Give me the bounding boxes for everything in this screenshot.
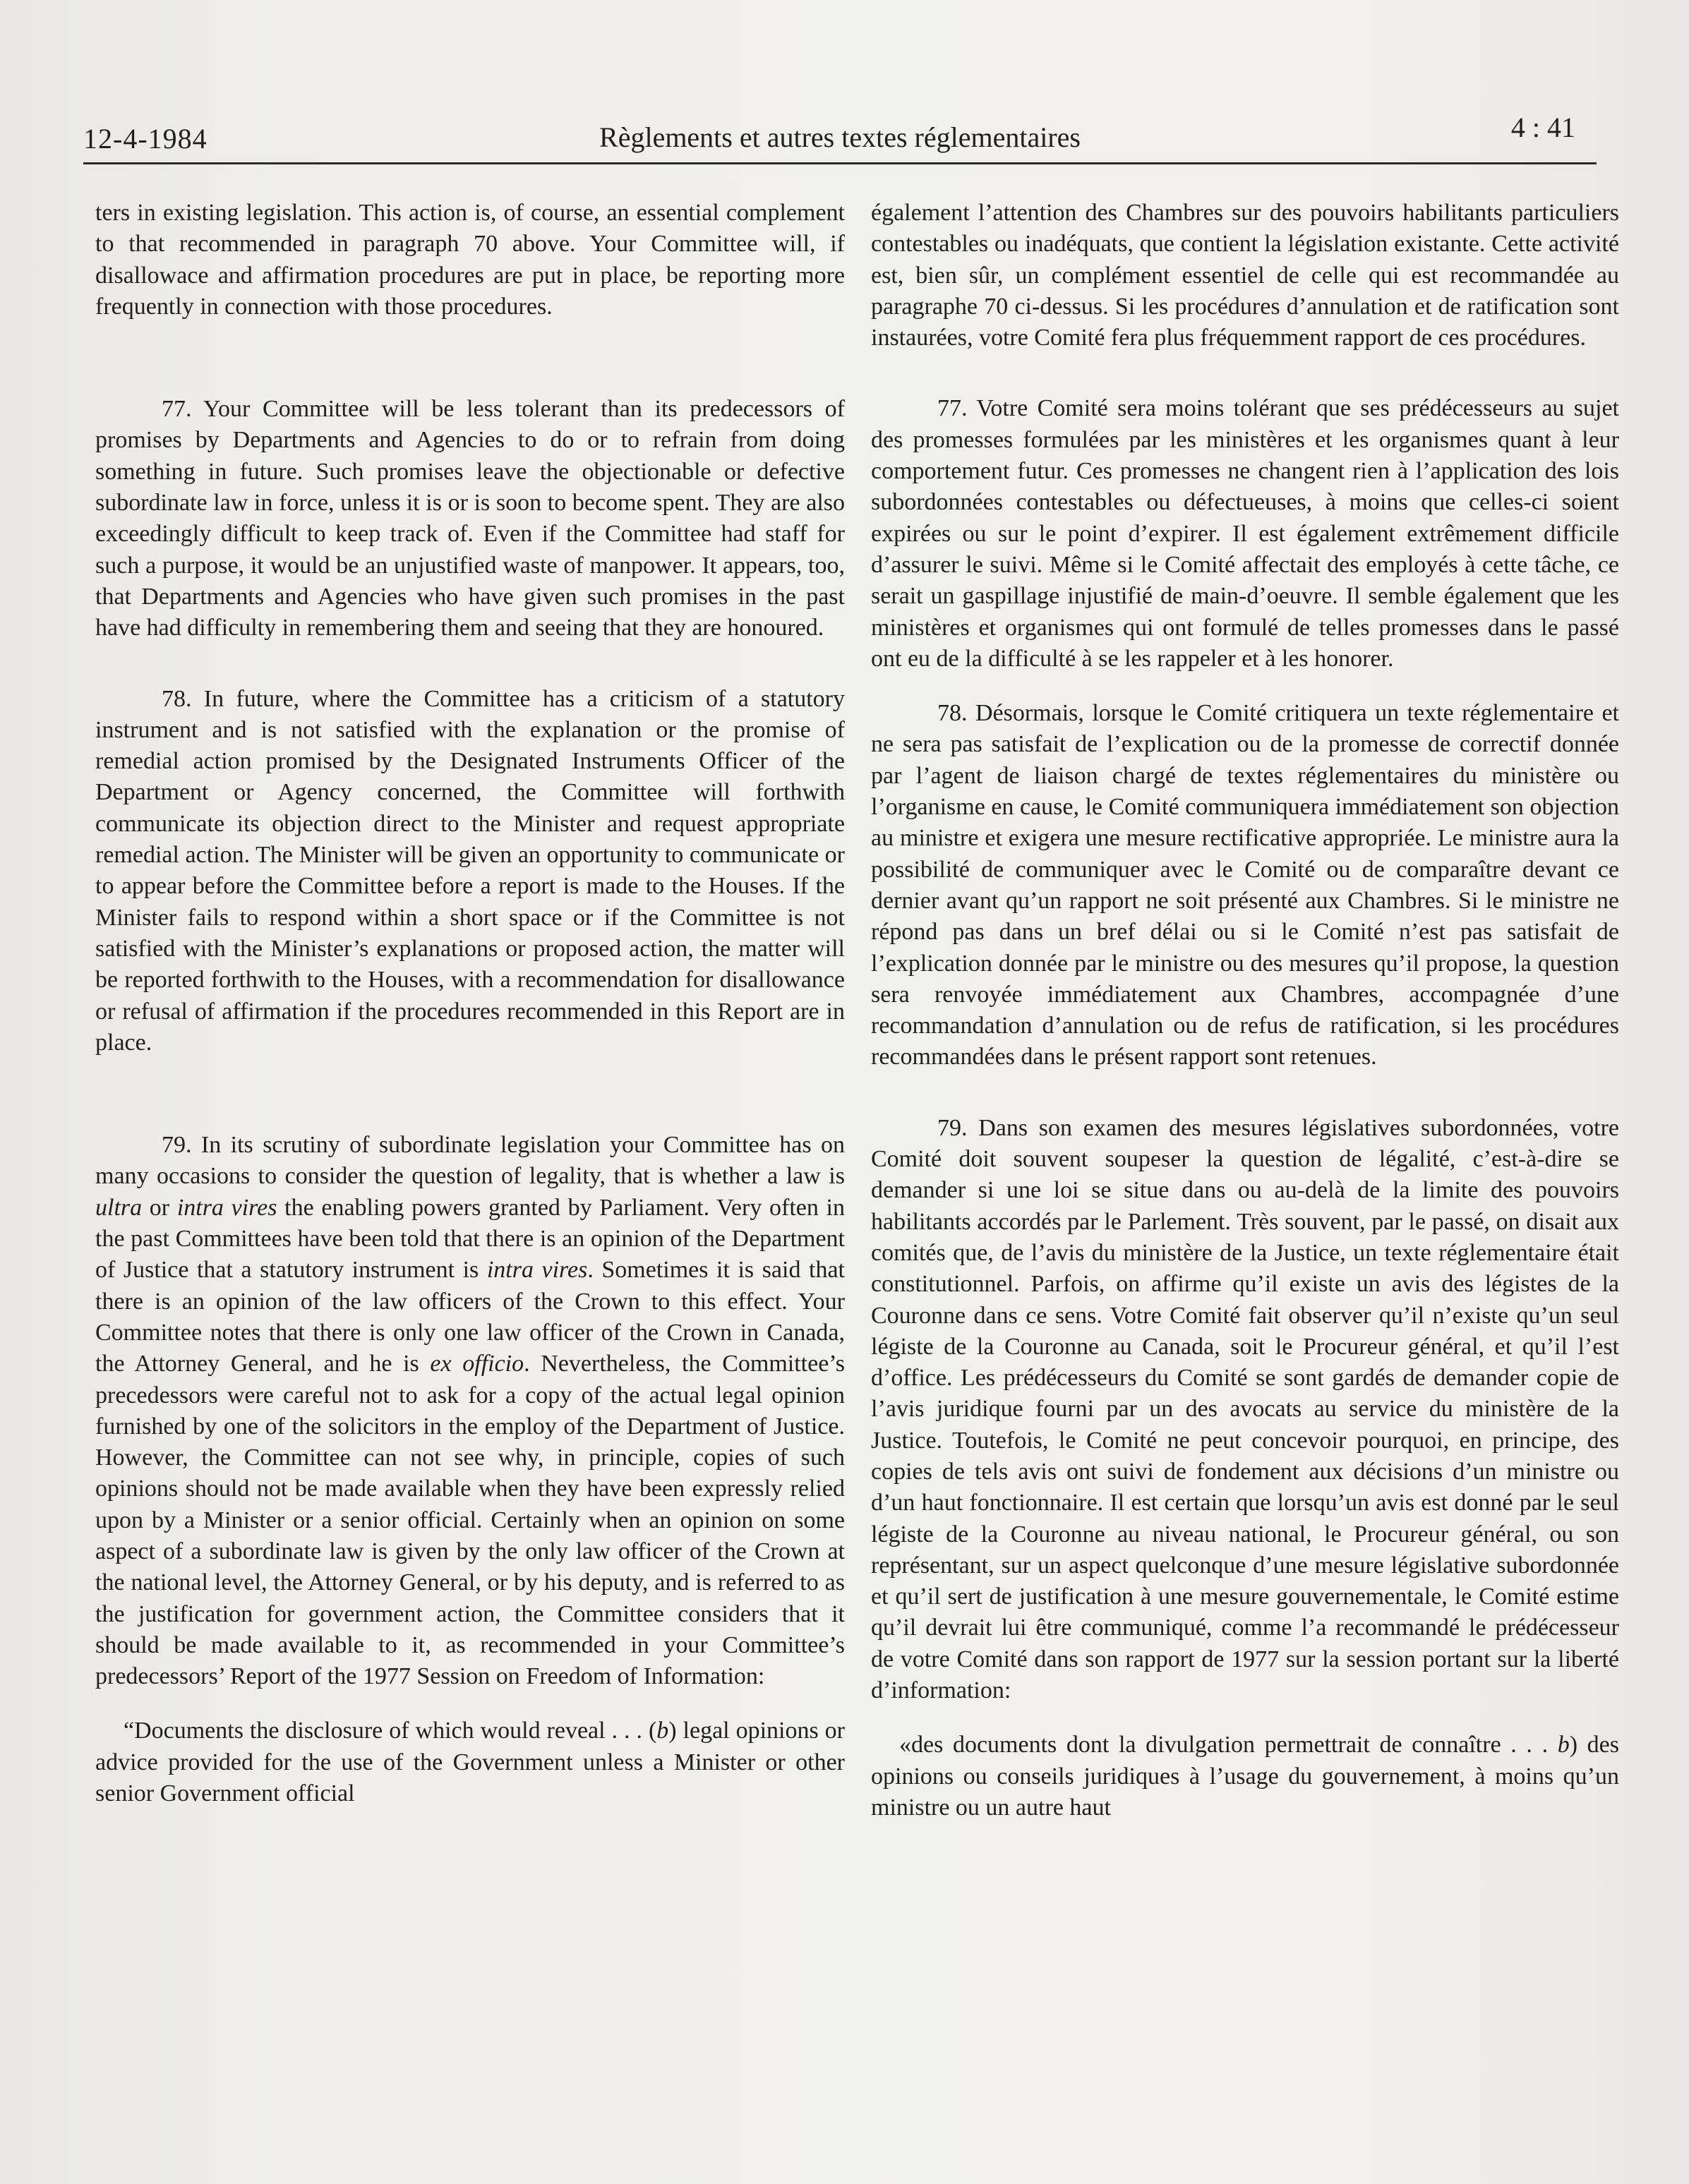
french-paragraph-continued: également l’attention des Chambres sur des pouvoirs habilitants particuliers contestables ou inadéquats, que contient la législation existante. Cette activité est, bien sûr, un complément essentiel de celle qui est recommandée au paragraphe 70 ci-dessus. Si les procédures d’annulation et de ratification sont instaurées, votre Comité fera plus fréquemment rapport de ces procédures. bbox=[871, 200, 1619, 351]
french-quotation: «des documents dont la divulgation permettrait de connaître . . . b) des opinions ou conseils juridiques à l’usage du gouvernement, à moins qu’un ministre ou un autre haut bbox=[871, 1732, 1619, 1821]
french-paragraph-79: 79. Dans son examen des mesures législatives subordonnées, votre Comité doit souvent soupeser la question de légalité, c’est-à-dire se demander si une loi se situe dans ou au-delà de la limite des pouvoirs habilitants accordés par le Parlement. Très souvent, par le passé, on disait aux comités que, de l’avis du ministère de la Justice, un texte réglementaire était constitutionnel. Parfois, on affirme qu’il existe un avis des légistes de la Couronne dans ce sens. Votre Comité fait observer qu’il n’existe qu’un seul légiste de la Couronne au Canada, soit le Procureur général, et qu’il l’est d’office. Les prédécesseurs du Comité se sont gardés de demander copie de l’avis juridique fourni par un des avocats au service du ministère de la Justice. Toutefois, le Comité ne peut concevoir pourquoi, en principe, des copies de tels avis ont suivi de fondement aux décisions d’un ministre ou d’un haut fonctionnaire. Il est certain que lorsqu’un avis est donné par le seul légiste de la Couronne au niveau national, le Procureur général, ou son représentant, sur un aspect quelconque d’une mesure législative subordonnée et qu’il sert de justification à une mesure gouvernementale, le Comité estime qu’il devrait lui être communiqué, comme l’a recommandé le prédécesseur de votre Comité dans son rapport de 1977 sur la session portant sur la liberté d’information: bbox=[871, 1114, 1619, 1704]
french-paragraph-78: 78. Désormais, lorsque le Comité critiquera un texte réglementaire et ne sera pas satisfait de l’explication ou de la promesse de correctif donnée par l’agent de liaison chargé de textes réglementaires du ministère ou l’organisme en cause, le Comité communiquera immédiatement son objection au ministre et exigera une mesure rectificative appropriée. Le ministre aura la possibilité de communiquer avec le Comité ou de comparaître devant ce dernier avant qu’un rapport ne soit présenté aux Chambres. Si le ministre ne répond pas dans un bref délai ou si le Comité n’est pas satisfait de l’explication donnée par le ministre ou des mesures qu’il propose, la question sera renvoyée immédiatement aux Chambres, accompagnée d’une recommandation d’annulation ou de refus de ratification, si les procédures recommandées dans le présent rapport sont retenues. bbox=[871, 700, 1619, 1070]
header-title: Règlements et autres textes réglementaires bbox=[599, 121, 1081, 153]
english-column bbox=[95, 198, 845, 1809]
english-paragraph-continued: ters in existing legislation. This action is, of course, an essential complement to that recommended in paragraph 70 above. Your Committee will, if disallowace and affirmation procedures are put in place, be reporting more frequently in connection with those procedures. bbox=[95, 200, 845, 320]
english-paragraph-77: 77. Your Committee will be less tolerant than its predecessors of promises by Departments and Agencies to do or to refrain from doing something in future. Such promises leave the objectionable or defective subordinate law in force, unless it is or is soon to become spent. They are also exceedingly difficult to keep track of. Even if the Committee had staff for such a purpose, it would be an unjustified waste of manpower. It appears, too, that Departments and Agencies who have given such promises in the past have had difficulty in remembering them and seeing that they are honoured. bbox=[95, 396, 845, 641]
french-paragraph-77: 77. Votre Comité sera moins tolérant que ses prédécesseurs au sujet des promesses formulées par les ministères et les organismes quant à leur comportement futur. Ces promesses ne changent rien à l’application des lois subordonnées contestables ou défectueuses, à moins que celles-ci soient expirées ou sur le point d’expirer. Il est également extrêmement difficile d’assurer le suivi. Même si le Comité affectait des employés à cette tâche, ce serait un gaspillage injustifié de main-d’oeuvre. Il semble également que les ministères et organismes qui ont formulé de telles promesses dans le passé ont eu de la difficulté à se les rappeler et à les honorer. bbox=[871, 395, 1619, 672]
french-column bbox=[871, 198, 1619, 1823]
running-header bbox=[83, 113, 1597, 164]
english-paragraph-78: 78. In future, where the Committee has a criticism of a statutory instrument and is not satisfied with the explanation or the promise of remedial action promised by the Designated Instruments Officer of the Department or Agency concerned, the Committee will forthwith communicate its objection direct to the Minister and request appropriate remedial action. The Minister will be given an opportunity to communicate or to appear before the Committee before a report is made to the Houses. If the Minister fails to respond within a short space or if the Committee is not satisfied with the Minister’s explanations or proposed action, the matter will be reported forthwith to the Houses, with a recommendation for disallowance or refusal of affirmation if the procedures recommended in this Report are in place. bbox=[95, 685, 845, 1056]
header-page-number: 4 : 41 bbox=[1510, 111, 1575, 143]
header-date: 12-4-1984 bbox=[83, 123, 208, 155]
english-paragraph-79: 79. In its scrutiny of subordinate legislation your Committee has on many occasions to consider the question of legality, that is whether a law is ultra or intra vires the enabling powers granted by Parliament. Very often in the past Committees have been told that there is an opinion of the Department of Justice that a statutory instrument is intra vires. Sometimes it is said that there is an opinion of the law officers of the Crown to this effect. Your Committee notes that there is only one law officer of the Crown in Canada, the Attorney General, and he is ex officio. Nevertheless, the Committee’s precedessors were careful not to ask for a copy of the actual legal opinion furnished by one of the solicitors in the employ of the Department of Justice. However, the Committee can not see why, in principle, copies of such opinions should not be made available when they have been expressly relied upon by a Minister or a senior official. Certainly when an opinion on some aspect of a subordinate law is given by the only law officer of the Crown at the national level, the Attorney General, or by his deputy, and is referred to as the justification for government action, the Committee considers that it should be made available to it, as recommended in your Committee’s predecessors’ Report of the 1977 Session on Freedom of Information: bbox=[95, 1132, 845, 1690]
english-quotation: “Documents the disclosure of which would reveal . . . (b) legal opinions or advice provided for the use of the Government unless a Minister or other senior Government official bbox=[95, 1718, 846, 1807]
